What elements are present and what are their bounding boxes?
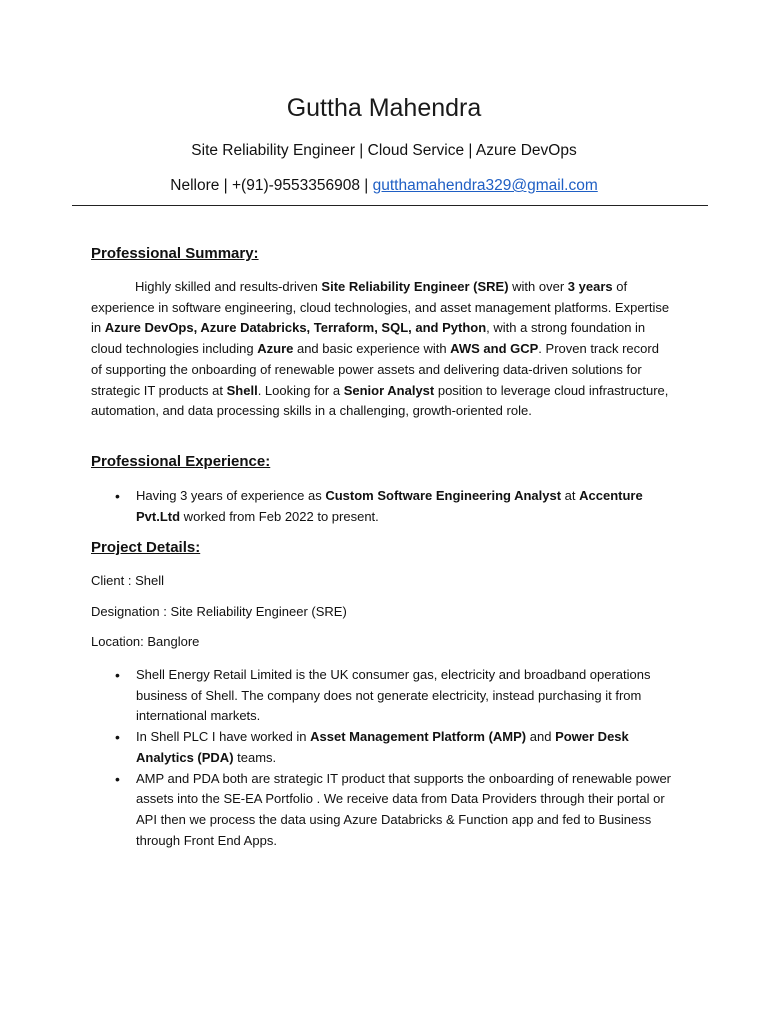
summary-text: , with a strong foundation in cloud technologies including [91, 320, 646, 357]
project-bold: Asset Management Platform (AMP) [310, 729, 527, 745]
contact-line [0, 177, 768, 195]
summary-bold: Site Reliability Engineer (SRE) [321, 279, 509, 294]
contact-separator: | [359, 177, 373, 194]
experience-bold: Accenture Pvt.Ltd [136, 488, 643, 524]
summary-text: . Proven track record of supporting the onboarding of renewable power assets and delivering data-driven solutions for strategic IT products at [91, 341, 659, 398]
email-link[interactable]: gutthamahendra329@gmail.com [372, 177, 598, 194]
summary-paragraph [91, 277, 671, 422]
job-title-line: Site Reliability Engineer | Cloud Service | Azure DevOps [191, 142, 577, 159]
summary-heading: Professional Summary: [91, 245, 259, 262]
summary-text: position to leverage cloud infrastructure, automation, and data processing skills in a challenging, growth-oriented role. [91, 382, 669, 419]
project-text: and [526, 729, 556, 745]
experience-text: Having 3 years of experience as [136, 488, 326, 503]
candidate-name: Guttha Mahendra [286, 94, 482, 122]
project-location: Location: Banglore [91, 634, 200, 649]
contact-phone: +(91)-9553356908 [232, 177, 360, 194]
experience-list [91, 486, 671, 527]
experience-text: at [561, 488, 580, 503]
project-text: teams. [233, 749, 277, 765]
project-designation: Designation : Site Reliability Engineer (SRE) [91, 604, 347, 619]
header-divider [72, 205, 708, 206]
summary-text: Highly skilled and results-driven [135, 279, 322, 294]
experience-bold: Custom Software Engineering Analyst [325, 488, 562, 503]
summary-bold: AWS and GCP [450, 341, 539, 357]
project-list [91, 665, 671, 851]
summary-text: with over [508, 279, 568, 294]
experience-heading: Professional Experience: [91, 453, 271, 470]
list-item: • Shell Energy Retail Limited is the UK consumer gas, electricity and broadband operations business of Shell. The company does not generate electricity, instead purchasing it from international markets. [91, 665, 671, 727]
list-item: • AMP and PDA both are strategic IT product that supports the onboarding of renewable power assets into the SE-EA Portfolio . We receive data from Data Providers through their portal or API then we process the data using Azure Databricks & Function app and fed to Business through Front End Apps. [91, 769, 671, 852]
summary-text: of experience in software engineering, cloud technologies, and asset management platforms. Expertise in [91, 279, 670, 336]
summary-text: and basic experience with [293, 341, 451, 357]
project-text: In Shell PLC I have worked in [136, 729, 311, 745]
list-item [91, 486, 671, 527]
project-bold: Power Desk Analytics (PDA) [136, 729, 629, 765]
list-item [91, 727, 671, 768]
summary-bold: Azure [257, 341, 294, 357]
contact-location: Nellore [170, 177, 220, 194]
summary-bold: Shell [226, 382, 258, 398]
summary-bold: 3 years [567, 279, 613, 294]
summary-bold: Senior Analyst [343, 382, 435, 398]
summary-text: . Looking for a [257, 382, 344, 398]
project-client: Client : Shell [91, 573, 164, 588]
summary-bold: Azure DevOps, Azure Databricks, Terraform, SQL, and Python [104, 320, 487, 336]
contact-separator: | [219, 177, 232, 194]
experience-text: worked from Feb 2022 to present. [180, 508, 379, 524]
project-heading: Project Details: [91, 539, 201, 556]
